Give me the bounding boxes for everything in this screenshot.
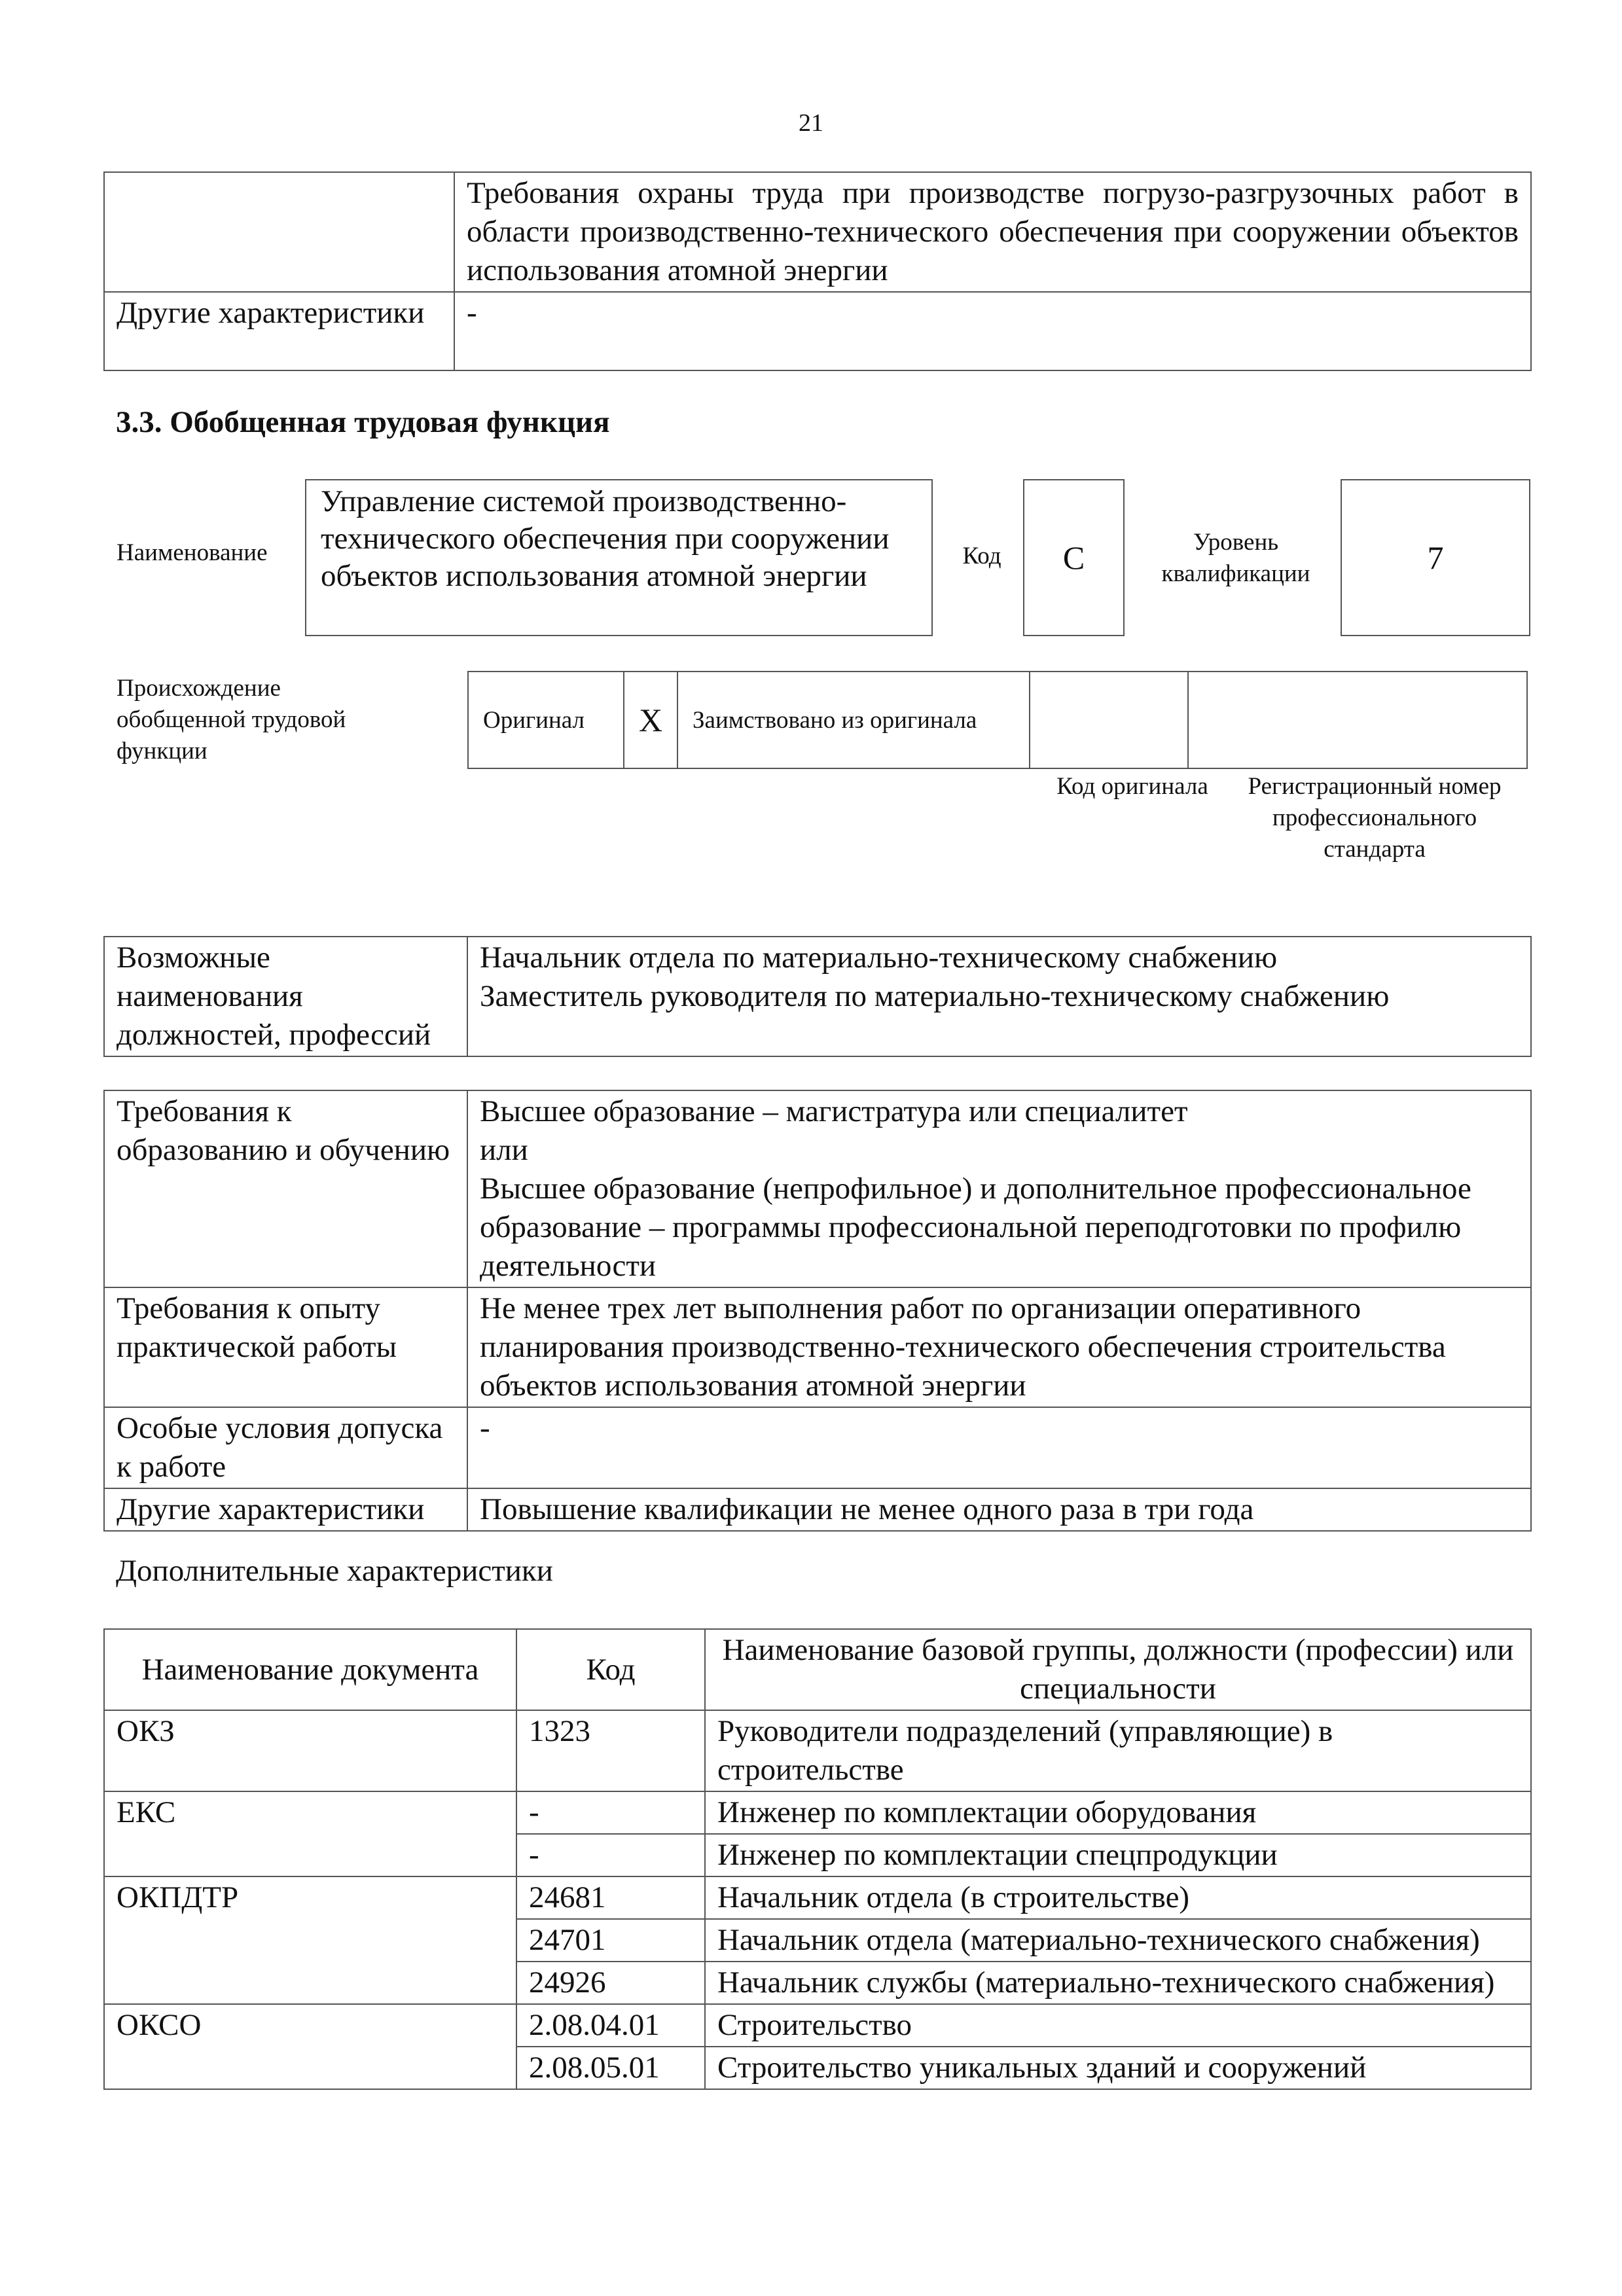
page-number: 21 bbox=[799, 109, 823, 137]
code-cell: - bbox=[516, 1834, 705, 1876]
position-item: Заместитель руководителя по материально-техническому снабжению bbox=[480, 979, 1390, 1013]
table-row bbox=[104, 1791, 1531, 1834]
name-cell: Инженер по комплектации спецпродукции bbox=[705, 1834, 1531, 1876]
doc-cell: ОКСО bbox=[104, 2004, 516, 2089]
reg-number-cell bbox=[1187, 671, 1528, 769]
additional-title: Дополнительные характеристики bbox=[116, 1554, 553, 1588]
positions-values bbox=[467, 937, 1531, 1056]
experience-value: Не менее трех лет выполнения работ по организации оперативного планирования производственно-технического обеспечения строительства объектов использования атомной энергии bbox=[467, 1287, 1531, 1407]
header-doc: Наименование документа bbox=[104, 1629, 516, 1710]
name-cell: Инженер по комплектации оборудования bbox=[705, 1791, 1531, 1834]
borrowed-label: Заимствовано из оригинала bbox=[693, 706, 977, 734]
doc-cell: ОКЗ bbox=[104, 1710, 516, 1791]
table-row bbox=[104, 1287, 1531, 1407]
admission-label: Особые условия допуска к работе bbox=[104, 1407, 467, 1488]
other-label: Другие характеристики bbox=[104, 1488, 467, 1531]
code-cell: 24926 bbox=[516, 1962, 705, 2004]
positions-table bbox=[103, 936, 1532, 1057]
positions-label: Возможные наименования должностей, профессий bbox=[104, 937, 467, 1056]
code-original-cell bbox=[1029, 671, 1189, 769]
borrowed-label-cell bbox=[677, 671, 1030, 769]
function-name-box: Управление системой производственно-технического обеспечения при сооружении объектов использования атомной энергии bbox=[305, 479, 933, 636]
name-cell: Начальник отдела (в строительстве) bbox=[705, 1876, 1531, 1919]
table-row bbox=[104, 292, 1531, 370]
reg-number-caption: Регистрационный номер профессионального стандарта bbox=[1248, 773, 1502, 863]
code-cell: 24681 bbox=[516, 1876, 705, 1919]
other-characteristics-label: Другие характеристики bbox=[104, 292, 454, 370]
education-value: Высшее образование – магистратура или специалитет или Высшее образование (непрофильное) и дополнительное профессиональное образование – программы профессиональной переподготовки по профилю деятельности bbox=[467, 1090, 1531, 1287]
other-value: Повышение квалификации не менее одного раза в три года bbox=[467, 1488, 1531, 1531]
other-characteristics-value: - bbox=[454, 292, 1531, 370]
code-cell: 2.08.04.01 bbox=[516, 2004, 705, 2047]
code-value-box: C bbox=[1023, 479, 1125, 636]
additional-table bbox=[103, 1628, 1532, 2090]
origin-label: Происхождение обобщенной трудовой функции bbox=[117, 675, 346, 764]
section-heading: 3.3. Обобщенная трудовая функция bbox=[116, 405, 610, 439]
doc-cell: ЕКС bbox=[104, 1791, 516, 1876]
name-cell: Начальник службы (материально-технического снабжения) bbox=[705, 1962, 1531, 2004]
table-row bbox=[104, 1710, 1531, 1791]
table-row bbox=[104, 172, 1531, 292]
header-code: Код bbox=[516, 1629, 705, 1710]
name-cell: Начальник отдела (материально-технического снабжения) bbox=[705, 1919, 1531, 1962]
table-row bbox=[104, 2004, 1531, 2047]
name-cell: Руководители подразделений (управляющие) в строительстве bbox=[705, 1710, 1531, 1791]
original-mark-cell bbox=[623, 671, 678, 769]
origin-row bbox=[469, 671, 1530, 769]
code-original-caption: Код оригинала bbox=[1056, 773, 1208, 800]
experience-label: Требования к опыту практической работы bbox=[104, 1287, 467, 1407]
code-cell: - bbox=[516, 1791, 705, 1834]
original-label: Оригинал bbox=[483, 706, 585, 734]
name-cell: Строительство уникальных зданий и сооружений bbox=[705, 2047, 1531, 2089]
empty-cell bbox=[104, 172, 454, 292]
table-row bbox=[104, 1090, 1531, 1287]
table-row bbox=[104, 937, 1531, 1056]
qualification-level-box: 7 bbox=[1341, 479, 1530, 636]
requirements-table bbox=[103, 1090, 1532, 1532]
header-name: Наименование базовой группы, должности (профессии) или специальности bbox=[705, 1629, 1531, 1710]
table-row bbox=[104, 1488, 1531, 1531]
name-label: Наименование bbox=[117, 539, 268, 566]
labor-safety-requirement: Требования охраны труда при производстве погрузо-разгрузочных работ в области производственно-технического обеспечения при сооружении объектов использования атомной энергии bbox=[454, 172, 1531, 292]
qualification-level-label: Уровень квалификации bbox=[1161, 529, 1310, 587]
position-item: Начальник отдела по материально-техническому снабжению bbox=[480, 941, 1278, 975]
original-label-cell bbox=[467, 671, 624, 769]
table-row bbox=[104, 1407, 1531, 1488]
code-cell: 24701 bbox=[516, 1919, 705, 1962]
table-row bbox=[104, 1876, 1531, 1919]
original-mark: X bbox=[638, 702, 663, 738]
admission-value: - bbox=[467, 1407, 1531, 1488]
code-label: Код bbox=[962, 543, 1001, 569]
top-table bbox=[103, 171, 1532, 371]
doc-cell: ОКПДТР bbox=[104, 1876, 516, 2004]
education-label: Требования к образованию и обучению bbox=[104, 1090, 467, 1287]
code-cell: 2.08.05.01 bbox=[516, 2047, 705, 2089]
name-cell: Строительство bbox=[705, 2004, 1531, 2047]
header-row bbox=[104, 1629, 1531, 1710]
code-cell: 1323 bbox=[516, 1710, 705, 1791]
